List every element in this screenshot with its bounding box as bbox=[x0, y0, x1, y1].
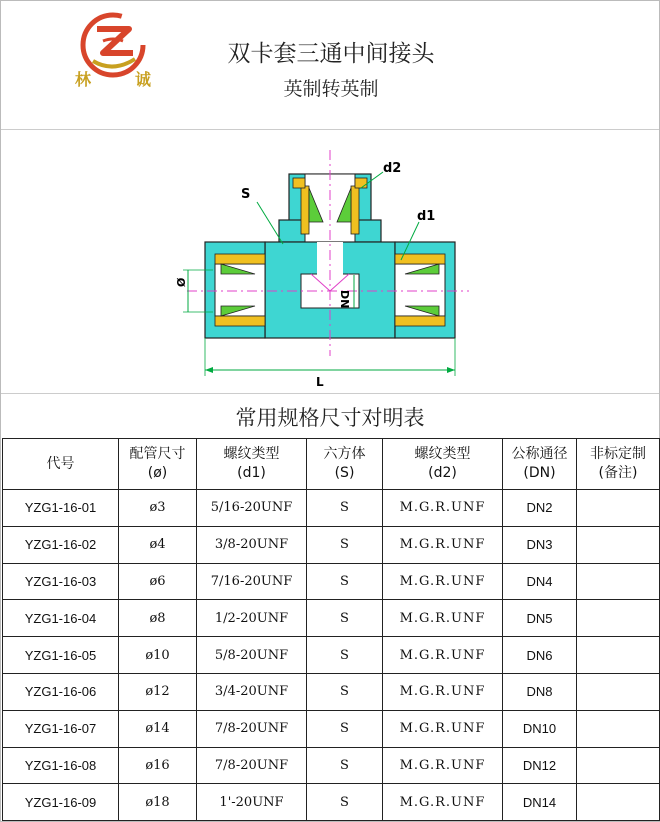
cell-d1: 5/16-20UNF bbox=[197, 490, 307, 527]
cell-code: YZG1-16-03 bbox=[3, 563, 119, 600]
header-note-line1: 非标定制 bbox=[590, 446, 646, 462]
cell-code: YZG1-16-06 bbox=[3, 673, 119, 710]
cell-note bbox=[577, 490, 660, 527]
dn-label: DN bbox=[338, 290, 351, 309]
cell-note bbox=[577, 526, 660, 563]
cell-dn: DN14 bbox=[503, 784, 577, 821]
cell-d2: M.G.R.UNF bbox=[383, 673, 503, 710]
cell-d2: M.G.R.UNF bbox=[383, 747, 503, 784]
header-d2 bbox=[383, 439, 503, 490]
header-dn bbox=[503, 439, 577, 490]
logo-char-2: 诚 bbox=[134, 70, 151, 89]
cell-d2: M.G.R.UNF bbox=[383, 710, 503, 747]
cell-code: YZG1-16-08 bbox=[3, 747, 119, 784]
header-dn-line1: 公称通径 bbox=[511, 446, 568, 462]
cell-note bbox=[577, 637, 660, 674]
cell-d1: 3/4-20UNF bbox=[197, 673, 307, 710]
tee-cross-section bbox=[1, 130, 659, 392]
cell-d2: M.G.R.UNF bbox=[383, 784, 503, 821]
cell-s: S bbox=[307, 673, 383, 710]
s-label: S bbox=[241, 187, 251, 202]
header-row bbox=[3, 439, 660, 490]
table-row bbox=[3, 600, 660, 637]
l-arrow-left bbox=[205, 367, 213, 373]
spec-table bbox=[2, 438, 660, 821]
table-row bbox=[3, 490, 660, 527]
cell-dn: DN6 bbox=[503, 637, 577, 674]
cell-d2: M.G.R.UNF bbox=[383, 637, 503, 674]
cell-d1: 1/2-20UNF bbox=[197, 600, 307, 637]
cell-code: YZG1-16-04 bbox=[3, 600, 119, 637]
cell-s: S bbox=[307, 490, 383, 527]
page-subtitle: 英制转英制 bbox=[283, 78, 379, 100]
header-tube-line1: 配管尺寸 bbox=[129, 446, 186, 462]
cell-tube: ø12 bbox=[119, 673, 197, 710]
cell-dn: DN8 bbox=[503, 673, 577, 710]
cell-tube: ø6 bbox=[119, 563, 197, 600]
left-thread-bottom bbox=[215, 316, 265, 326]
cell-dn: DN3 bbox=[503, 526, 577, 563]
table-row bbox=[3, 747, 660, 784]
cell-s: S bbox=[307, 600, 383, 637]
logo-char-1: 林 bbox=[74, 70, 91, 89]
ring-top-left bbox=[293, 178, 305, 188]
table-row bbox=[3, 710, 660, 747]
right-thread-bottom bbox=[395, 316, 445, 326]
table-row bbox=[3, 637, 660, 674]
cell-note bbox=[577, 600, 660, 637]
cell-s: S bbox=[307, 637, 383, 674]
cell-dn: DN12 bbox=[503, 747, 577, 784]
header-d2-line2: (d2) bbox=[428, 465, 457, 481]
cell-d1: 7/16-20UNF bbox=[197, 563, 307, 600]
cell-note bbox=[577, 563, 660, 600]
cell-s: S bbox=[307, 563, 383, 600]
cell-dn: DN4 bbox=[503, 563, 577, 600]
header-s-line1: 六方体 bbox=[323, 446, 366, 462]
header-dn-line2: (DN) bbox=[523, 465, 556, 481]
header-s bbox=[307, 439, 383, 490]
cell-tube: ø3 bbox=[119, 490, 197, 527]
cell-dn: DN2 bbox=[503, 490, 577, 527]
cell-note bbox=[577, 784, 660, 821]
cell-d1: 7/8-20UNF bbox=[197, 710, 307, 747]
cell-code: YZG1-16-01 bbox=[3, 490, 119, 527]
cell-dn: DN5 bbox=[503, 600, 577, 637]
cell-d1: 7/8-20UNF bbox=[197, 747, 307, 784]
cell-s: S bbox=[307, 747, 383, 784]
fitting-drawing bbox=[1, 130, 659, 392]
thread-left-top bbox=[301, 186, 309, 234]
cell-tube: ø18 bbox=[119, 784, 197, 821]
cell-d2: M.G.R.UNF bbox=[383, 490, 503, 527]
cell-note bbox=[577, 747, 660, 784]
cell-code: YZG1-16-02 bbox=[3, 526, 119, 563]
header-note bbox=[577, 439, 660, 490]
phi-label: Ø bbox=[175, 277, 188, 287]
page-title: 双卡套三通中间接头 bbox=[227, 41, 435, 67]
cell-d1: 5/8-20UNF bbox=[197, 637, 307, 674]
cell-code: YZG1-16-09 bbox=[3, 784, 119, 821]
header-s-line2: (S) bbox=[334, 465, 355, 481]
cell-d1: 3/8-20UNF bbox=[197, 526, 307, 563]
cell-s: S bbox=[307, 784, 383, 821]
header-code bbox=[3, 439, 119, 490]
header-note-line2: (备注) bbox=[598, 465, 638, 481]
header-d1-line1: 螺纹类型 bbox=[223, 446, 280, 462]
cell-d1: 1'-20UNF bbox=[197, 784, 307, 821]
d2-label: d2 bbox=[383, 161, 402, 176]
header-tube-line2: (ø) bbox=[147, 465, 168, 481]
table-row bbox=[3, 526, 660, 563]
table-row bbox=[3, 673, 660, 710]
cell-tube: ø14 bbox=[119, 710, 197, 747]
cell-note bbox=[577, 710, 660, 747]
header-d2-line1: 螺纹类型 bbox=[414, 446, 471, 462]
table-title: 常用规格尺寸对明表 bbox=[1, 393, 659, 438]
left-thread-top bbox=[215, 254, 265, 264]
cell-tube: ø4 bbox=[119, 526, 197, 563]
header-code-text: 代号 bbox=[46, 455, 75, 472]
cell-s: S bbox=[307, 710, 383, 747]
cell-code: YZG1-16-07 bbox=[3, 710, 119, 747]
page-header bbox=[1, 1, 659, 130]
cell-tube: ø8 bbox=[119, 600, 197, 637]
cell-s: S bbox=[307, 526, 383, 563]
cell-d2: M.G.R.UNF bbox=[383, 600, 503, 637]
l-arrow-right bbox=[447, 367, 455, 373]
cell-d2: M.G.R.UNF bbox=[383, 563, 503, 600]
right-thread-top bbox=[395, 254, 445, 264]
thread-right-top bbox=[351, 186, 359, 234]
header-tube bbox=[119, 439, 197, 490]
header-d1 bbox=[197, 439, 307, 490]
cell-dn: DN10 bbox=[503, 710, 577, 747]
cell-tube: ø16 bbox=[119, 747, 197, 784]
header-d1-line2: (d1) bbox=[237, 465, 266, 481]
cell-note bbox=[577, 673, 660, 710]
table-row bbox=[3, 784, 660, 821]
ring-top-right bbox=[355, 178, 367, 188]
cell-tube: ø10 bbox=[119, 637, 197, 674]
cell-code: YZG1-16-05 bbox=[3, 637, 119, 674]
logo-text bbox=[63, 67, 163, 90]
cell-d2: M.G.R.UNF bbox=[383, 526, 503, 563]
d1-label: d1 bbox=[417, 209, 436, 224]
l-label: L bbox=[316, 375, 324, 389]
table-row bbox=[3, 563, 660, 600]
